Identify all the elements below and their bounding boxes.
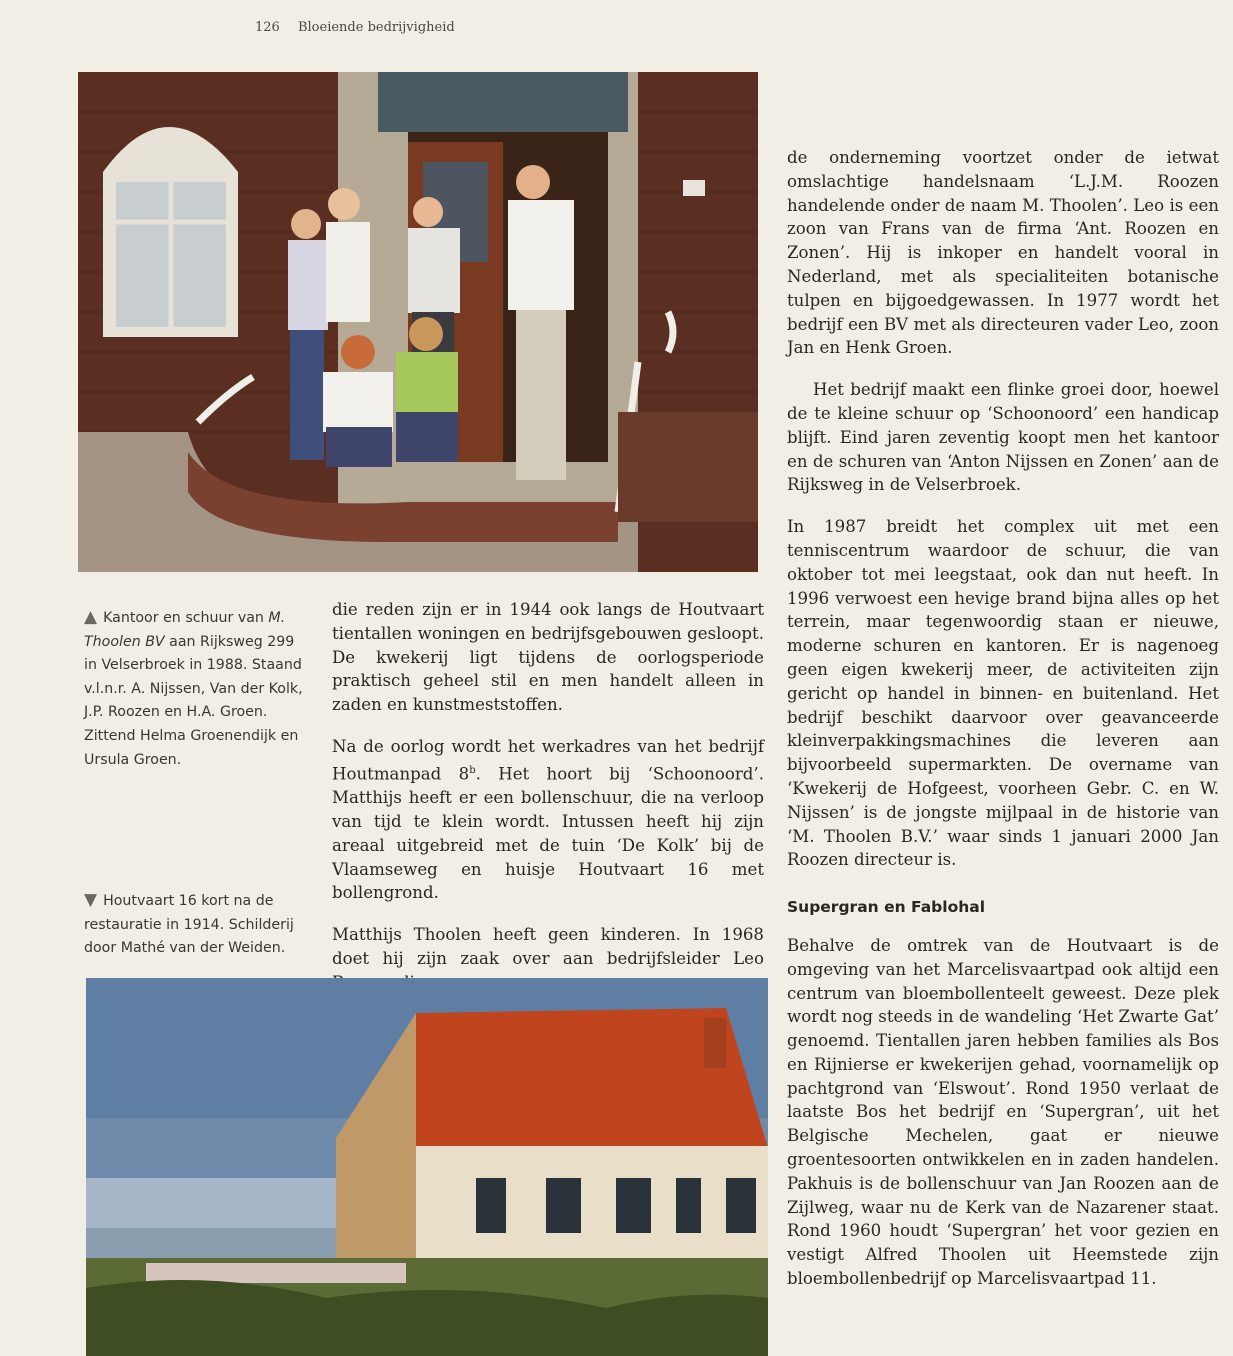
section-heading: Supergran en Fablohal bbox=[787, 898, 986, 917]
caption-bottom bbox=[84, 889, 309, 961]
middle-paragraph-3: Matthijs Thoolen heeft geen kinderen. In 1968 doet hij zijn zaak over aan bedrijfsleider Leo bbox=[332, 925, 764, 968]
middle-paragraph-2a: Na de oorlog wordt het werkadres van het bedrijf Houtmanpad 8 bbox=[332, 736, 764, 784]
photo-family-at-office-icon bbox=[78, 72, 758, 572]
running-title: Bloeiende bedrijvigheid bbox=[297, 20, 455, 35]
middle-paragraph-1: die reden zijn er in 1944 ook langs de Houtvaart tientallen woningen en bedrijfsgebouwen gesloopt. De kwekerij ligt tijdens de oorlogsperiode praktisch geheel stil en men handelt alleen in zaden en kunstmeststoffen. bbox=[332, 600, 764, 715]
right-paragraph-3: In 1987 breidt het complex uit met een tenniscentrum waardoor de schuur, die van oktober tot mei leegstaat, ook dan nut heeft. In 1996 verwoest een hevige brand bijna alles op het terrein, maar tegenwoordig staan er nieuwe, moderne schuren en kantoren. Er is nagenoeg geen eigen kwekerij meer, de activiteiten zijn gericht op handel in binnen- en buitenland. Het bedrijf beschikt daarvoor over geavanceerde kleinverpakkingsmachines die leveren aan bijvoorbeeld supermarkten. De overname van ‘Kwekerij de Hofgeest, voorheen Gebr. C. en W. Nijssen’ is de jongste mijlpaal in de historie van ‘M. Thoolen B.V.’ waar sinds 1 januari 2000 Jan Roozen directeur is. bbox=[787, 517, 1219, 870]
right-paragraph-2: Het bedrijf maakt een flinke groei door, hoewel de te kleine schuur op ‘Schoonoord’ een handicap blijft. Eind jaren zeventig koopt men het kantoor en de schuren van ‘Anton Nijssen en Zonen’ aan de Rijksweg in de Velserbroek. bbox=[787, 380, 1219, 495]
caption-top-company: M. Thoolen BV bbox=[84, 610, 286, 650]
caption-top-text-a: Kantoor en schuur van bbox=[103, 610, 269, 626]
caption-top-text-c: aan Rijksweg 299 in Velserbroek in 1988. Staand v.l.n.r. A. Nijssen, Van der Kolk, J.P. Roozen en H.A. Groen. Zittend Helma Groenendijk en Ursula Groen. bbox=[84, 633, 303, 768]
middle-paragraph-2b: . Het hoort bij ‘Schoonoord’. Matthijs heeft er een bollenschuur, die na verloop van tijd te klein wordt. Intussen heeft hij zijn areaal uitgebreid met de tuin ‘De Kolk’ bij de Vlaamseweg en huisje Houtvaart 16 met bollengrond. bbox=[332, 764, 764, 903]
caption-top bbox=[84, 606, 309, 772]
middle-column bbox=[332, 598, 764, 1012]
superscript-b: b bbox=[469, 764, 476, 776]
right-paragraph-1: de onderneming voortzet onder de ietwat omslachtige handelsnaam ‘L.J.M. Roozen handelende onder de naam M. Thoolen’. Leo is een zoon van Frans van de firma ‘Ant. Roozen en Zonen’. Hij is inkoper en handelt vooral in Nederland, met als specialiteiten botanische tulpen en bijgoedgewassen. In 1977 wordt het bedrijf een BV met als directeuren vader Leo, zoon Jan en Henk Groen. bbox=[787, 148, 1219, 358]
triangle-up-icon: ▲ bbox=[84, 607, 98, 627]
triangle-down-icon: ▼ bbox=[84, 890, 98, 910]
caption-bottom-text: Houtvaart 16 kort na de restauratie in 1914. Schilderij door Mathé van der Weiden. bbox=[84, 893, 294, 957]
photo-painting bbox=[86, 978, 768, 1356]
right-column bbox=[787, 146, 1219, 1309]
page-number: 126 bbox=[255, 20, 280, 35]
middle-paragraph-2 bbox=[332, 735, 764, 905]
right-paragraph-4: Behalve de omtrek van de Houtvaart is de omgeving van het Marcelisvaartpad ook altijd een centrum van bloembollenteelt geweest. Deze plek wordt nog steeds in de wandeling ‘Het Zwarte Gat’ genoemd. Tientallen jaren hebben families als Bos en Rijnierse er kwekerijen gehad, voornamelijk op pachtgrond van ‘Elswout’. Rond 1950 verlaat de laatste Bos het bedrijf en ‘Supergran’, uit het Belgische Mechelen, gaat er nieuwe groentesoorten ontwikkelen en in zaden handelen. Pakhuis is de bollenschuur van Jan Roozen aan de Zijlweg, waar nu de Kerk van de Nazarener staat. Rond 1960 houdt ‘Supergran’ het voor gezien en vestigt Alfred Thoolen uit Heemstede zijn bloembollenbedrijf op Marcelisvaartpad 11. bbox=[787, 935, 1219, 1289]
painting-houtvaart-16-icon bbox=[86, 978, 768, 1356]
photo-office-group bbox=[78, 72, 758, 572]
running-header bbox=[255, 20, 455, 35]
